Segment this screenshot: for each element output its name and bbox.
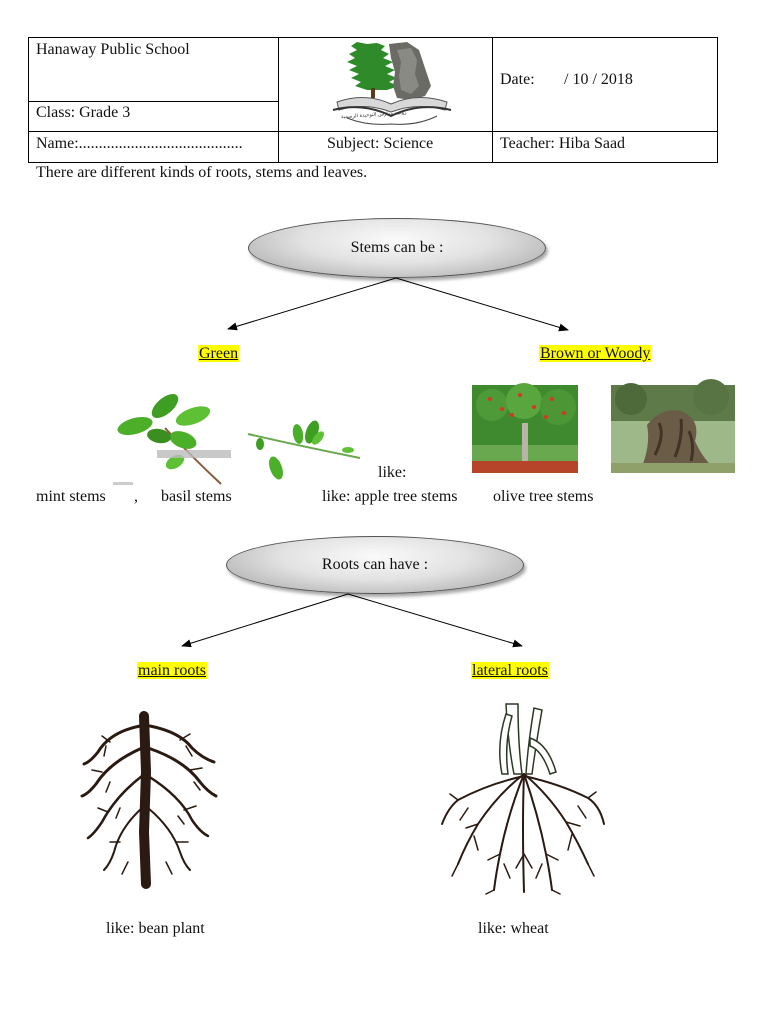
stems-title-oval [248,218,546,278]
intro-text: There are different kinds of roots, stems and leaves. [36,164,368,181]
header-table [28,37,718,163]
class-label: Class: Grade 3 [36,104,131,121]
logo-caption: روضة مدارس التوحيدة الرسمية [340,109,407,121]
roots-title-oval [226,536,524,594]
comma-separator: , [134,488,138,505]
mint-image [113,388,233,486]
school-logo [327,40,457,128]
subject-label: Subject: Science [327,135,434,152]
like-floating: like: [378,464,407,481]
woody-label: Brown or Woody [540,345,651,362]
date-label: Date: [500,71,535,88]
lateral-root-image [438,704,608,896]
olive-tree-image [611,385,735,473]
bean-plant-label: like: bean plant [106,920,205,937]
main-roots-label: main roots [138,662,206,679]
olive-tree-stems-label: olive tree stems [493,488,594,505]
basil-stems-label: basil stems [161,488,232,505]
header-divider [492,38,493,162]
apple-tree-image [472,385,578,473]
header-divider [492,131,717,132]
lateral-roots-label: lateral roots [472,662,548,679]
stems-woody-branch [539,345,651,363]
basil-image [240,388,366,486]
stems-title: Stems can be : [350,239,444,256]
school-name: Hanaway Public School [36,41,190,58]
green-label: Green [199,345,239,362]
teacher-label: Teacher: Hiba Saad [500,135,626,152]
main-root-image [80,712,220,888]
roots-main-branch [137,662,207,680]
stems-green-branch [198,345,239,363]
apple-tree-stems-label: like: apple tree stems [322,488,458,505]
mint-stems-label: mint stems [36,488,106,505]
header-divider [29,101,278,102]
header-divider [278,38,279,162]
wheat-label: like: wheat [478,920,549,937]
roots-lateral-branch [471,662,549,680]
roots-title: Roots can have : [321,556,429,573]
date-value: / 10 / 2018 [564,71,633,88]
name-field[interactable]: Name:......................................... [36,135,243,152]
